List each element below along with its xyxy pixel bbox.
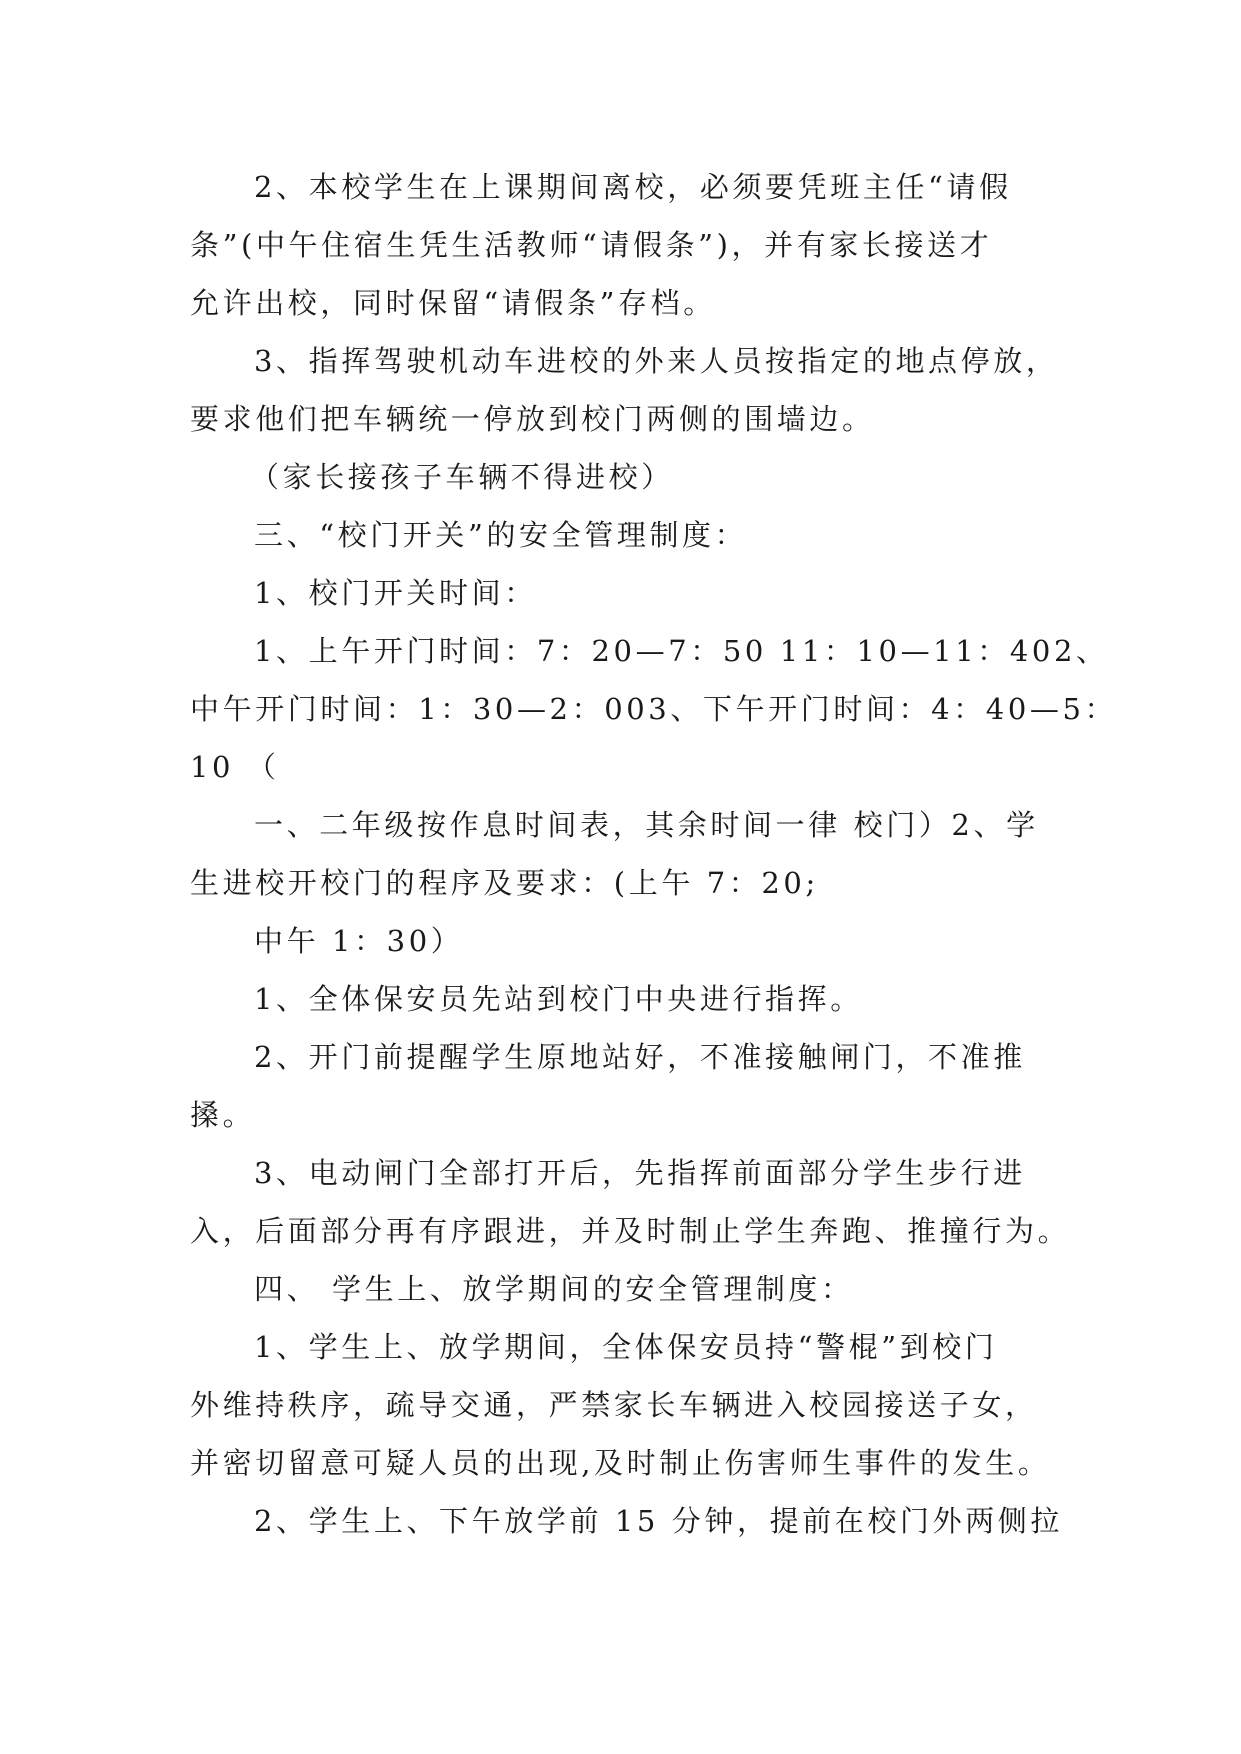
paragraph-line: 1、校门开关时间： [254, 576, 537, 610]
paragraph-line: 1、学生上、放学期间，全体保安员持“警棍”到校门 [254, 1330, 998, 1364]
paragraph-line: 2、开门前提醒学生原地站好，不准接触闸门，不准推 [254, 1040, 1026, 1074]
paragraph-line: 并密切留意可疑人员的出现,及时制止伤害师生事件的发生。 [190, 1446, 1051, 1480]
paragraph-line: 3、电动闸门全部打开后，先指挥前面部分学生步行进 [254, 1156, 1026, 1190]
paragraph-line: 2、本校学生在上课期间离校，必须要凭班主任“请假 [254, 170, 1012, 204]
paragraph-line: 3、指挥驾驶机动车进校的外来人员按指定的地点停放， [254, 344, 1059, 378]
paragraph-line: 1、上午开门时间：7：20—7：50 11：10—11：402、 [254, 634, 1109, 668]
section-heading: 三、“校门开关”的安全管理制度： [254, 518, 748, 552]
paragraph-line: 允许出校，同时保留“请假条”存档。 [190, 286, 716, 320]
paragraph-line: 2、学生上、下午放学前 15 分钟，提前在校门外两侧拉 [254, 1504, 1063, 1538]
paragraph-line: 中午 1：30） [254, 924, 464, 958]
paragraph-line: 条”(中午住宿生凭生活教师“请假条”)，并有家长接送才 [190, 228, 993, 262]
paragraph-line: 入，后面部分再有序跟进，并及时制止学生奔跑、推撞行为。 [190, 1214, 1071, 1248]
paragraph-line: 生进校开校门的程序及要求：(上午 7：20; [190, 866, 819, 900]
paragraph-line: 外维持秩序，疏导交通，严禁家长车辆进入校园接送子女， [190, 1388, 1038, 1422]
paragraph-line: （家长接孩子车辆不得进校） [250, 460, 674, 494]
paragraph-line: 一、二年级按作息时间表，其余时间一律 校门）2、学 [254, 808, 1039, 842]
paragraph-line: 中午开门时间：1：30—2：003、下午开门时间：4：40—5： [190, 692, 1118, 726]
document-body [190, 158, 1118, 1550]
paragraph-line: 要求他们把车辆统一停放到校门两侧的围墙边。 [190, 402, 875, 436]
paragraph-line: 1、全体保安员先站到校门中央进行指挥。 [254, 982, 863, 1016]
section-heading: 四、 学生上、放学期间的安全管理制度： [254, 1272, 854, 1306]
paragraph-line: 搡。 [190, 1098, 256, 1132]
paragraph-line: 10 （ [190, 750, 280, 784]
